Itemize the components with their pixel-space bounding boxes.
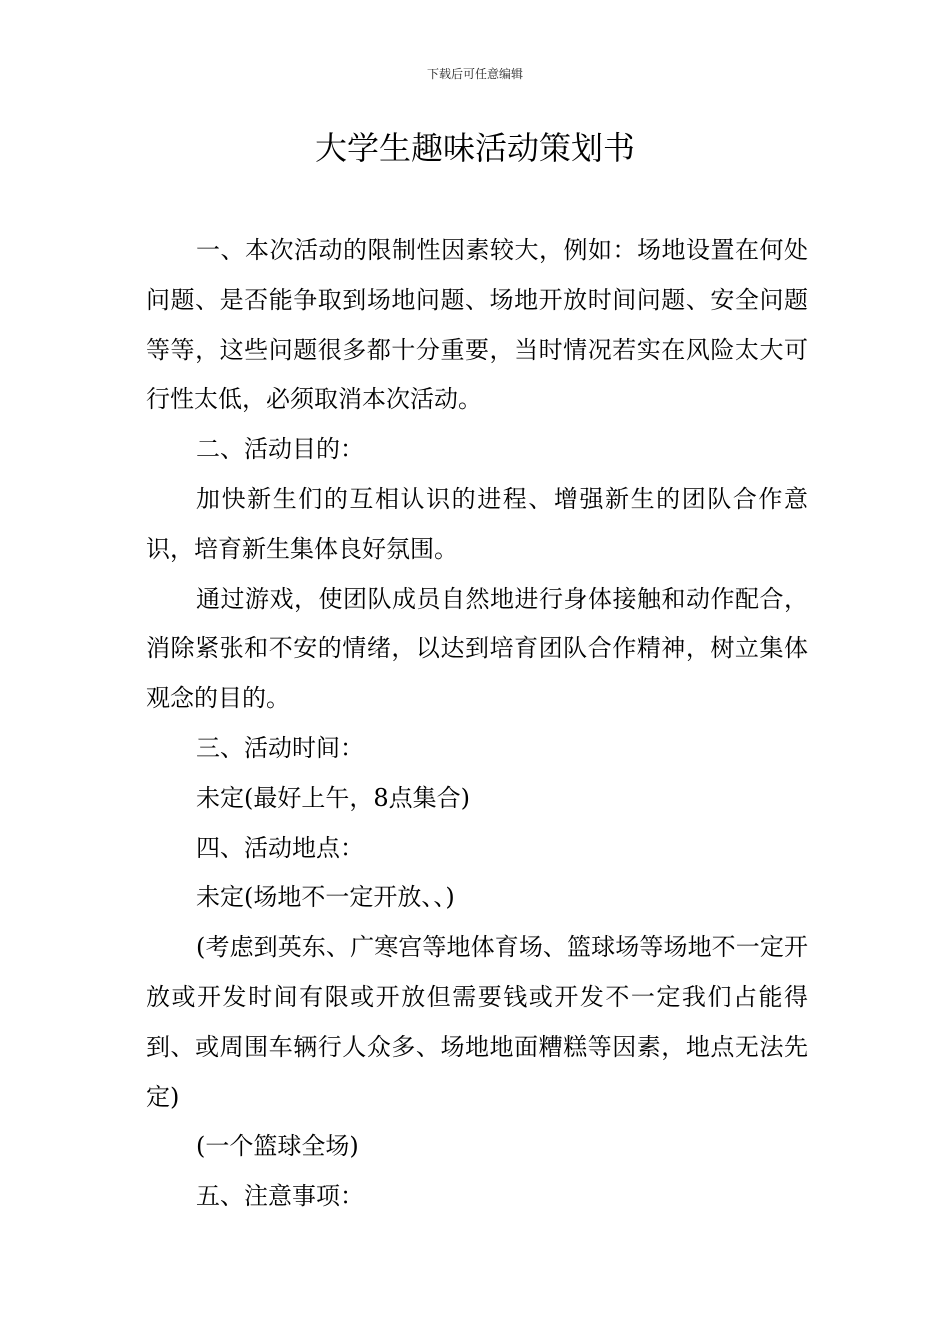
paragraph-court: (一个篮球全场) — [196, 1132, 359, 1161]
paragraph-purpose-2: 通过游戏，使团队成员自然地进行身体接触和动作配合，消除紧张和不安的情绪，以达到培育团队合作精神，树立集体观念的目的。 — [146, 584, 808, 713]
paragraph-purpose-1: 加快新生们的互相认识的进程、增强新生的团队合作意识，培育新生集体良好氛围。 — [146, 484, 808, 563]
heading-precautions: 五、注意事项： — [196, 1182, 364, 1211]
paragraph-restrictions: 一、本次活动的限制性因素较大，例如：场地设置在何处问题、是否能争取到场地问题、场地开放时间问题、安全问题等等，这些问题很多都十分重要，当时情况若实在风险太大可行性太低，必须取消本次活动。 — [146, 236, 808, 414]
document-title: 大学生趣味活动策划书 — [314, 129, 635, 167]
paragraph-time: 未定(最好上午，8点集合) — [196, 783, 470, 812]
paragraph-location-note: (考虑到英东、广寒宫等地体育场、篮球场等场地不一定开放或开发时间有限或开放但需要钱或开发不一定我们占能得到、或周围车辆行人众多、场地地面糟糕等因素，地点无法先定) — [146, 933, 808, 1111]
paragraph-location: 未定(场地不一定开放、、) — [196, 883, 455, 912]
heading-activity-location: 四、活动地点： — [196, 833, 364, 862]
heading-activity-purpose: 二、活动目的： — [196, 435, 364, 464]
document-body — [146, 226, 808, 1222]
heading-activity-time: 三、活动时间： — [196, 733, 364, 762]
header-note: 下载后可任意编辑 — [426, 67, 523, 81]
